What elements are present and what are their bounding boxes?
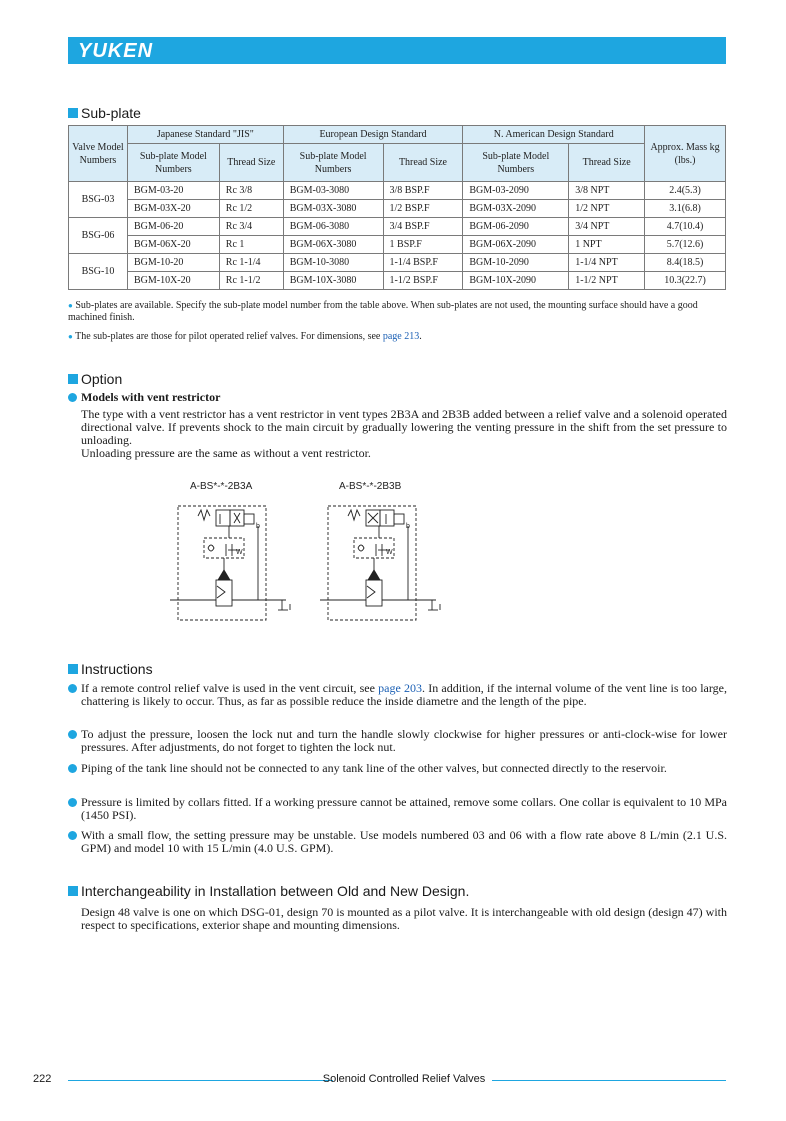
circuit-diagram-2b3a: [170, 500, 300, 628]
option-heading-text: Option: [81, 371, 123, 387]
option-subheading-text: Models with vent restrictor: [81, 390, 221, 404]
diagram-a-label: A-BS*-*-2B3A: [190, 481, 253, 492]
jis-thread-cell: Rc 1: [219, 236, 283, 254]
na-model-cell: BGM-10-2090: [463, 254, 569, 272]
diagram-b-w: W: [386, 549, 393, 556]
instruction-item-4: [68, 796, 727, 822]
square-bullet-icon: [68, 886, 78, 896]
eu-model-cell: BGM-03X-3080: [283, 200, 383, 218]
jis-thread-cell: Rc 1-1/2: [219, 272, 283, 290]
eu-model-cell: BGM-06X-3080: [283, 236, 383, 254]
na-thread-cell: 1-1/4 NPT: [569, 254, 645, 272]
eu-thread-header: Thread Size: [383, 144, 463, 182]
eu-model-cell: BGM-10-3080: [283, 254, 383, 272]
na-thread-cell: 1-1/2 NPT: [569, 272, 645, 290]
instructions-heading: [68, 661, 153, 677]
jis-thread-cell: Rc 1-1/4: [219, 254, 283, 272]
diagram-b-label: A-BS*-*-2B3B: [339, 481, 402, 492]
na-thread-cell: 3/4 NPT: [569, 218, 645, 236]
instruction-item-3: [68, 762, 727, 775]
mass-cell: 4.7(10.4): [645, 218, 726, 236]
na-model-cell: BGM-06-2090: [463, 218, 569, 236]
instruction-item-3-text: Piping of the tank line should not be connected to any tank line of the other valves, but connected directly to the reservoir.: [81, 761, 667, 775]
subplate-note-1-text: Sub-plates are available. Specify the sub-plate model number from the table above. When sub-plates are not used, the mounting surface should have a good machined finish.: [68, 300, 698, 323]
instruction-item-5: [68, 829, 727, 855]
na-model-cell: BGM-06X-2090: [463, 236, 569, 254]
group-na-header: N. American Design Standard: [463, 126, 645, 144]
eu-thread-cell: 3/8 BSP.F: [383, 182, 463, 200]
square-bullet-icon: [68, 108, 78, 118]
dot-bullet-icon: ●: [68, 301, 73, 310]
group-jis-header: Japanese Standard "JIS": [127, 126, 283, 144]
diagram-b-port-b: b: [406, 523, 410, 530]
circle-bullet-icon: [68, 831, 77, 840]
jis-thread-header: Thread Size: [219, 144, 283, 182]
footer-title: Solenoid Controlled Relief Valves: [322, 1073, 486, 1085]
brand-bar: [68, 37, 726, 64]
option-subheading: [68, 390, 220, 405]
eu-thread-cell: 3/4 BSP.F: [383, 218, 463, 236]
eu-thread-cell: 1-1/4 BSP.F: [383, 254, 463, 272]
na-thread-cell: 3/8 NPT: [569, 182, 645, 200]
jis-model-header: Sub-plate Model Numbers: [127, 144, 219, 182]
jis-thread-cell: Rc 3/4: [219, 218, 283, 236]
na-thread-header: Thread Size: [569, 144, 645, 182]
option-body-text-2: Unloading pressure are the same as without a vent restrictor.: [81, 446, 371, 460]
subplate-table: [68, 125, 726, 290]
page-203-link[interactable]: page 203: [378, 681, 423, 695]
table-row: [69, 272, 726, 290]
square-bullet-icon: [68, 374, 78, 384]
mass-cell: 10.3(22.7): [645, 272, 726, 290]
na-thread-cell: 1 NPT: [569, 236, 645, 254]
eu-model-cell: BGM-03-3080: [283, 182, 383, 200]
mass-cell: 5.7(12.6): [645, 236, 726, 254]
subplate-heading-text: Sub-plate: [81, 105, 141, 121]
jis-thread-cell: Rc 1/2: [219, 200, 283, 218]
na-model-cell: BGM-10X-2090: [463, 272, 569, 290]
table-row: [69, 218, 726, 236]
option-body: [81, 408, 727, 460]
circuit-diagram-2b3b: [320, 500, 450, 628]
col-valve-header: Valve Model Numbers: [69, 126, 128, 182]
valve-cell: BSG-06: [69, 218, 128, 254]
col-mass-header: Approx. Mass kg (lbs.): [645, 126, 726, 182]
mass-cell: 8.4(18.5): [645, 254, 726, 272]
jis-model-cell: BGM-03-20: [127, 182, 219, 200]
na-model-header: Sub-plate Model Numbers: [463, 144, 569, 182]
instruction-item-1-text: [81, 682, 727, 708]
table-row: [69, 254, 726, 272]
page-number: 222: [33, 1073, 52, 1085]
interchange-body: Design 48 valve is one on which DSG-01, design 70 is mounted as a pilot valve. It is interchangeable with old design (design 47) with respect to specifications, exterior shape and mounting dimensions.: [81, 905, 727, 932]
diagram-a-port-b: b: [256, 523, 260, 530]
table-row: [69, 182, 726, 200]
circle-bullet-icon: [68, 798, 77, 807]
eu-model-cell: BGM-06-3080: [283, 218, 383, 236]
mass-cell: 3.1(6.8): [645, 200, 726, 218]
instruction-item-4-text: Pressure is limited by collars fitted. If a working pressure cannot be attained, remove some collars. One collar is equivalent to 10 MPa (1450 PSI).: [81, 795, 727, 822]
na-model-cell: BGM-03-2090: [463, 182, 569, 200]
table-row: [69, 236, 726, 254]
interchange-heading: [68, 883, 469, 899]
circle-bullet-icon: [68, 730, 77, 739]
jis-thread-cell: Rc 3/8: [219, 182, 283, 200]
mass-cell: 2.4(5.3): [645, 182, 726, 200]
subplate-note-2-pre: The sub-plates are those for pilot operated relief valves. For dimensions, see: [75, 331, 383, 342]
subplate-note-1: [68, 300, 730, 324]
page-213-link[interactable]: page 213: [382, 331, 420, 342]
yuken-logo: YUKEN: [78, 40, 154, 62]
diagram-a-w: W: [236, 549, 243, 556]
circle-bullet-icon: [68, 684, 77, 693]
instruction-item-1-pre: If a remote control relief valve is used in the vent circuit, see: [81, 681, 379, 695]
eu-thread-cell: 1/2 BSP.F: [383, 200, 463, 218]
dot-bullet-icon: ●: [68, 332, 73, 341]
instruction-item-1-post: . In addition, if the internal volume of the vent line is too large, chattering is likely to occur. Thus, as far as possible reduce the inside diametre and the length of the pipe.: [81, 681, 727, 708]
jis-model-cell: BGM-06X-20: [127, 236, 219, 254]
jis-model-cell: BGM-10-20: [127, 254, 219, 272]
eu-thread-cell: 1 BSP.F: [383, 236, 463, 254]
jis-model-cell: BGM-10X-20: [127, 272, 219, 290]
instruction-item-2: [68, 728, 727, 754]
subplate-heading: [68, 105, 141, 121]
subplate-note-2: [68, 331, 730, 343]
instruction-item-2-text: To adjust the pressure, loosen the lock nut and turn the handle slowly clockwise for higher pressures or anti-clock-wise for lower pressures. After adjustments, do not forget to tighten the lock nut.: [81, 727, 727, 754]
subplate-note-2-post: .: [419, 331, 422, 342]
table-row: [69, 200, 726, 218]
circle-bullet-icon: [68, 764, 77, 773]
eu-model-header: Sub-plate Model Numbers: [283, 144, 383, 182]
group-eu-header: European Design Standard: [283, 126, 463, 144]
instruction-item-5-text: With a small flow, the setting pressure may be unstable. Use models numbered 03 and 06 with a flow rate above 8 L/min (2.1 U.S. GPM) and model 10 with 15 L/min (4.0 U.S. GPM).: [81, 828, 727, 855]
footer-divider: [68, 1080, 333, 1081]
na-model-cell: BGM-03X-2090: [463, 200, 569, 218]
instruction-item-1: [68, 682, 727, 708]
option-heading: [68, 371, 122, 387]
eu-model-cell: BGM-10X-3080: [283, 272, 383, 290]
interchange-heading-text: Interchangeability in Installation between Old and New Design.: [81, 883, 470, 899]
valve-cell: BSG-03: [69, 182, 128, 218]
circle-bullet-icon: [68, 393, 77, 402]
option-body-text: The type with a vent restrictor has a vent restrictor in vent types 2B3A and 2B3B added between a relief valve and a solenoid operated directional valve. If prevents shock to the main circuit by gradually lowering the venting pressure in the shift from the set pressure to unloading.: [81, 407, 727, 447]
eu-thread-cell: 1-1/2 BSP.F: [383, 272, 463, 290]
page-footer: [33, 1073, 726, 1089]
na-thread-cell: 1/2 NPT: [569, 200, 645, 218]
footer-divider: [492, 1080, 726, 1081]
square-bullet-icon: [68, 664, 78, 674]
instructions-heading-text: Instructions: [81, 661, 153, 677]
jis-model-cell: BGM-06-20: [127, 218, 219, 236]
jis-model-cell: BGM-03X-20: [127, 200, 219, 218]
valve-cell: BSG-10: [69, 254, 128, 290]
